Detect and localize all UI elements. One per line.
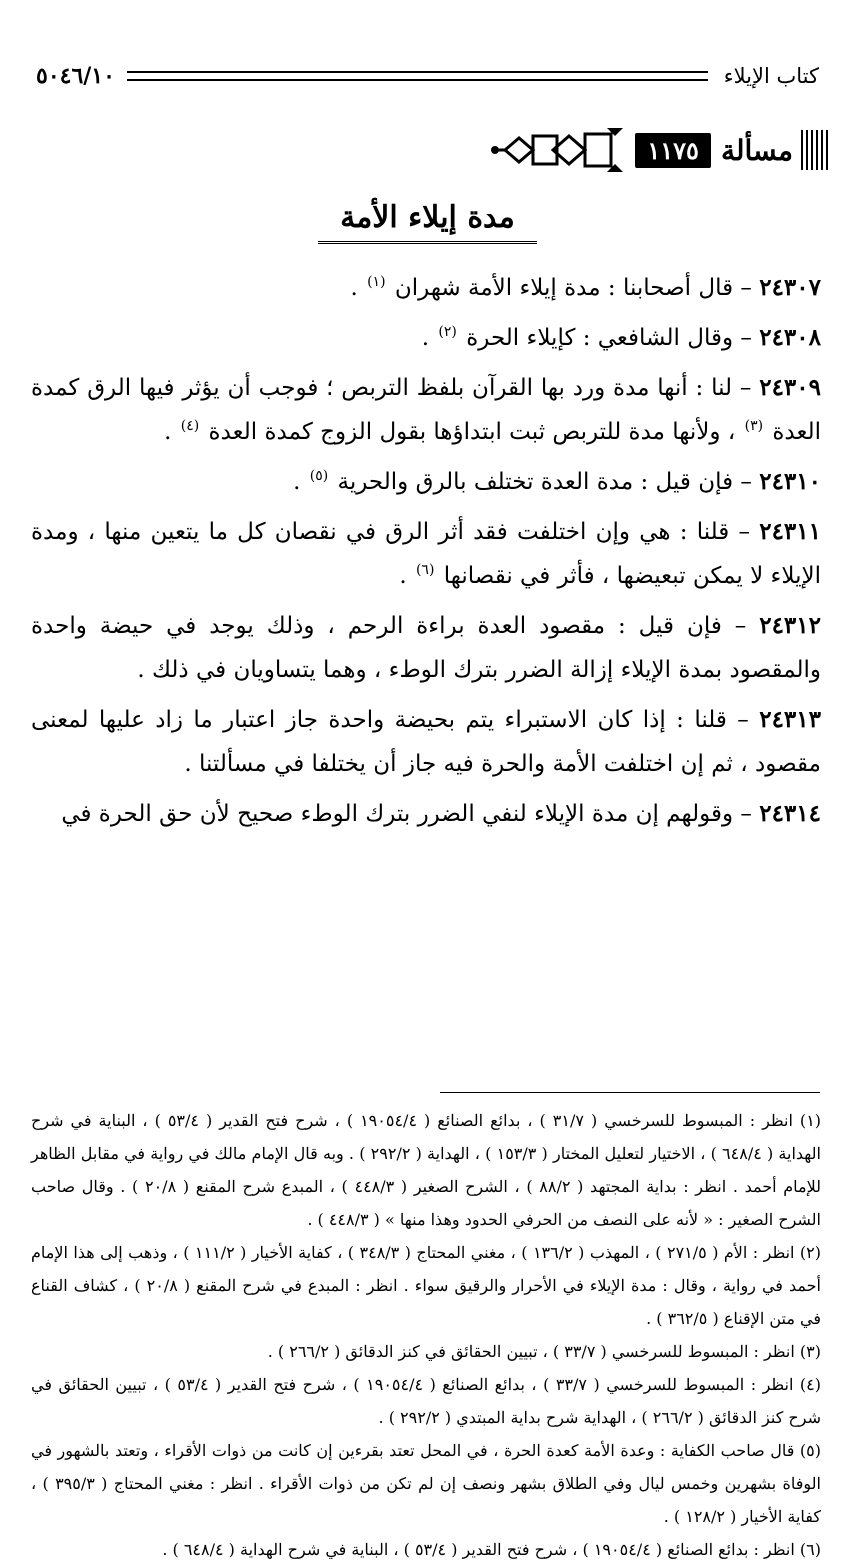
footnote-4: (٤) انظر : المبسوط للسرخسي ( ٣٣/٧ ) ، بدائع الصنائع ( ١٩٠٥٤/٤ ) ، شرح فتح القدير ( ٥٣/٤ ) ، تبيين الحقائق في شرح كنز الدقائق ( ٢٦٦/٢ ) ، الهداية شرح بداية المبتدي ( ٢٩٢/٢ ) . [31,1375,822,1427]
paragraph-24313: ٢٤٣١٣ – قلنا : إذا كان الاستبراء يتم بحيضة واحدة جاز اعتبار ما زاد عليها لمعنى مقصود ، ثم إن اختلفت الأمة والحرة فيه جاز أن يختلفا في مسألتنا . [31,706,821,777]
footnote-3: (٣) انظر : المبسوط للسرخسي ( ٣٣/٧ ) ، تبيين الحقائق في كنز الدقائق ( ٢٦٦/٢ ) . [267,1342,821,1361]
footnotes [31,1104,821,1566]
footnote-6: (٦) انظر : بدائع الصنائع ( ١٩٠٥٤/٤ ) ، شرح فتح القدير ( ٥٣/٤ ) ، البناية في شرح الهداية ( ٦٤٨/٤ ) . [162,1540,821,1559]
chapter-title: مدة إيلاء الأمة [0,200,855,244]
paragraph-24310: ٢٤٣١٠ – فإن قيل : مدة العدة تختلف بالرق والحرية $^{(٥)}$ . [293,468,821,495]
masala-number: ١١٧٥ [635,133,711,168]
paragraph-24307: ٢٤٣٠٧ – قال أصحابنا : مدة إيلاء الأمة شهران $^{(١)}$ . [350,274,821,301]
header-rule [127,71,708,81]
stripes-ornament [801,130,831,170]
footnote-5: (٥) قال صاحب الكفاية : وعدة الأمة كعدة الحرة ، في المحل تعتد بقرءين إن كانت من ذوات الأقراء ، وتعتد بالشهور في الوفاة بشهرين وخمس ليال وفي الطلاق بشهر ونصف إن لم تكن من ذوات الأقراء . انظر : مغني المحتاج ( ٣٩٥/٣ ) ، كفاية الأخيار ( ١٢٨/٢ ) . [31,1441,822,1526]
geometric-ornament-icon [489,124,629,176]
paragraph-24312: ٢٤٣١٢ – فإن قيل : مقصود العدة براءة الرحم ، وذلك يوجد في حيضة واحدة والمقصود بمدة الإيلاء إزالة الضرر بترك الوطء ، وهما يتساويان في ذلك . [31,612,821,683]
masala-label: مسألة [720,133,793,167]
paragraph-24309: ٢٤٣٠٩ – لنا : أنها مدة ورد بها القرآن بلفظ التربص ؛ فوجب أن يؤثر فيها الرق كمدة العدة $^{(٣)}$ ، ولأنها مدة للتربص ثبت ابتداؤها بقول الزوج كمدة العدة $^{(٤)}$ . [31,374,821,445]
footnote-ref[interactable]: (٦) [415,562,435,579]
footnote-ref[interactable]: (٣) [744,418,764,435]
footnote-ref[interactable]: (٥) [309,468,329,485]
footnote-divider [440,1092,820,1093]
footnote-ref[interactable]: (٢) [438,324,457,341]
book-title: كتاب الإيلاء [723,64,819,88]
masala-banner [489,124,831,176]
paragraph-24311: ٢٤٣١١ – قلنا : هي وإن اختلفت فقد أثر الرق في نقصان كل ما يتعين منها ، ومدة الإيلاء لا يمكن تبعيضها ، فأثر في نقصانها $^{(٦)}$ . [31,518,821,589]
footnote-ref[interactable]: (٤) [180,418,200,435]
paragraph-24314: ٢٤٣١٤ – وقولهم إن مدة الإيلاء لنفي الضرر بترك الوطء صحيح لأن حق الحرة في [61,800,821,827]
running-header [36,58,819,94]
main-text [31,266,821,842]
footnote-2: (٢) انظر : الأم ( ٢٧١/٥ ) ، المهذب ( ١٣٦/٢ ) ، مغني المحتاج ( ٣٤٨/٣ ) ، كفاية الأخيار ( ١١١/٢ ) ، وذهب إلى هذا الإمام أحمد في رواية ، وقال : مدة الإيلاء في الأحرار والرقيق سواء . انظر : المبدع في شرح المقنع ( ٢٠/٨ ) ، كشاف القناع في متن الإقناع ( ٣٦٢/٥ ) . [31,1243,822,1328]
footnote-1: (١) انظر : المبسوط للسرخسي ( ٣١/٧ ) ، بدائع الصنائع ( ١٩٠٥٤/٤ ) ، شرح فتح القدير ( ٥٣/٤ ) ، البناية في شرح الهداية ( ٦٤٨/٤ ) ، الاختيار لتعليل المختار ( ١٥٣/٣ ) ، الهداية ( ٢٩٢/٢ ) . وبه قال الإمام مالك في رواية في مقابل الظاهر للإمام أحمد . انظر : بداية المجتهد ( ٨٨/٢ ) ، الشرح الصغير ( ٤٤٨/٣ ) ، المبدع شرح المقنع ( ٢٠/٨ ) . وقال صاحب الشرح الصغير : « لأنه على النصف من الحرفي الحدود وهذا منها » ( ٤٤٨/٣ ) . [31,1111,822,1229]
page-reference: ٥٠٤٦/١٠ [36,63,115,89]
footnote-ref[interactable]: (١) [367,274,386,291]
paragraph-24308: ٢٤٣٠٨ – وقال الشافعي : كإيلاء الحرة $^{(٢)}$ . [421,324,821,351]
